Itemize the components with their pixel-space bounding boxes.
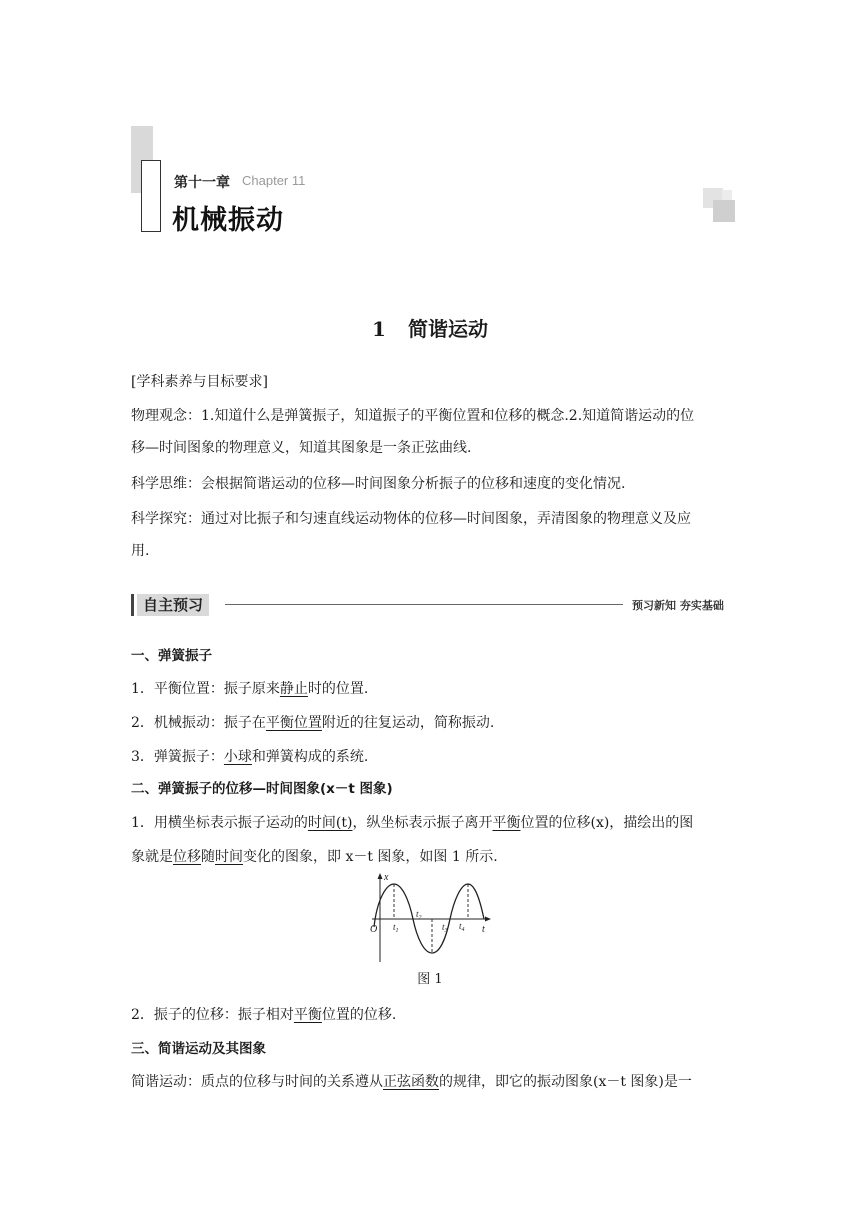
text: 附近的往复运动，简称振动. <box>321 715 495 731</box>
part3-text <box>131 1066 735 1099</box>
scientific-inquiry-line2: 用. <box>131 543 150 559</box>
x-axis-arrow <box>485 917 491 922</box>
decor-square <box>722 190 732 200</box>
section-bar-line <box>225 604 623 605</box>
y-axis-arrow <box>378 873 383 879</box>
chapter-number: 第十一章 <box>174 175 230 191</box>
chapter-english: Chapter 11 <box>242 173 306 188</box>
decor-square <box>713 200 735 222</box>
text: 位置的位移(x)，描绘出的图 <box>520 815 694 831</box>
text: 的规律，即它的振动图象(x－t 图象)是一 <box>439 1074 692 1090</box>
part3-heading: 三、简谐运动及其图象 <box>131 1041 266 1057</box>
text: 2．振子的位移：振子相对 <box>131 1007 294 1023</box>
text: 位置的位移. <box>321 1007 397 1023</box>
text: 象就是 <box>131 849 173 865</box>
part2-heading: 二、弹簧振子的位移—时间图象(x－t 图象) <box>131 781 393 797</box>
text: 随 <box>201 849 215 865</box>
text: 变化的图象，即 x－t 图象，如图 1 所示. <box>243 849 498 865</box>
part1-item1 <box>131 673 735 706</box>
fill-blank: 平衡 <box>293 1007 322 1023</box>
fill-blank: 位移 <box>173 849 201 865</box>
part1-heading: 一、弹簧振子 <box>131 648 212 664</box>
part2-item2 <box>131 999 735 1032</box>
t3-label: $t_3$ <box>442 922 448 934</box>
lesson-title-text: 简谐运动 <box>407 317 488 341</box>
physics-concept-line1: 物理观念：1.知道什么是弹簧振子，知道振子的平衡位置和位移的概念.2.知道简谐运动的位 <box>131 408 695 424</box>
fill-blank: 静止 <box>279 681 308 697</box>
chapter-decoration-box <box>141 160 161 232</box>
fill-blank: 时间(t) <box>307 815 353 831</box>
fill-blank: 正弦函数 <box>383 1074 439 1090</box>
figure-caption: 图 1 <box>417 972 443 987</box>
t2-label: $t_2$ <box>416 909 422 921</box>
text: 和弹簧构成的系统. <box>251 749 369 765</box>
t4-label: $t_4$ <box>459 921 465 933</box>
text: 简谐运动：质点的位移与时间的关系遵从 <box>131 1074 383 1090</box>
part1-item2 <box>131 707 735 740</box>
text: 时的位置. <box>307 681 369 697</box>
section-bar-mark <box>131 594 134 616</box>
text: ，纵坐标表示振子离开 <box>352 815 493 831</box>
scientific-thinking: 科学思维：会根据简谐运动的位移—时间图象分析振子的位移和速度的变化情况. <box>131 476 626 492</box>
objectives-header: [学科素养与目标要求] <box>131 374 268 390</box>
section-bar-label: 自主预习 <box>137 594 209 616</box>
scientific-inquiry-line1: 科学探究：通过对比振子和匀速直线运动物体的位移—时间图象，弄清图象的物理意义及应 <box>131 511 691 527</box>
physics-concept-line2: 移—时间图象的物理意义，知道其图象是一条正弦曲线. <box>131 440 472 456</box>
x-axis-label: t <box>482 924 485 935</box>
text: 1．用横坐标表示振子运动的 <box>131 815 308 831</box>
text: 2．机械振动：振子在 <box>131 715 266 731</box>
text: 3．弹簧振子： <box>131 749 224 765</box>
fill-blank: 平衡位置 <box>265 715 322 731</box>
fill-blank: 平衡 <box>492 815 521 831</box>
y-axis-label: x <box>384 872 389 883</box>
origin-label: O <box>370 924 378 935</box>
text: 1．平衡位置：振子原来 <box>131 681 280 697</box>
displacement-time-figure <box>360 870 500 965</box>
lesson-number: 1 <box>372 317 386 341</box>
chapter-title: 机械振动 <box>172 205 284 236</box>
part1-item3 <box>131 741 735 774</box>
part2-item1-line1 <box>131 807 735 840</box>
fill-blank: 小球 <box>223 749 252 765</box>
lesson-title <box>0 313 860 342</box>
section-bar-right-text: 预习新知 夯实基础 <box>632 599 724 612</box>
fill-blank: 时间 <box>215 849 243 865</box>
t1-label: $t_1$ <box>393 922 399 934</box>
